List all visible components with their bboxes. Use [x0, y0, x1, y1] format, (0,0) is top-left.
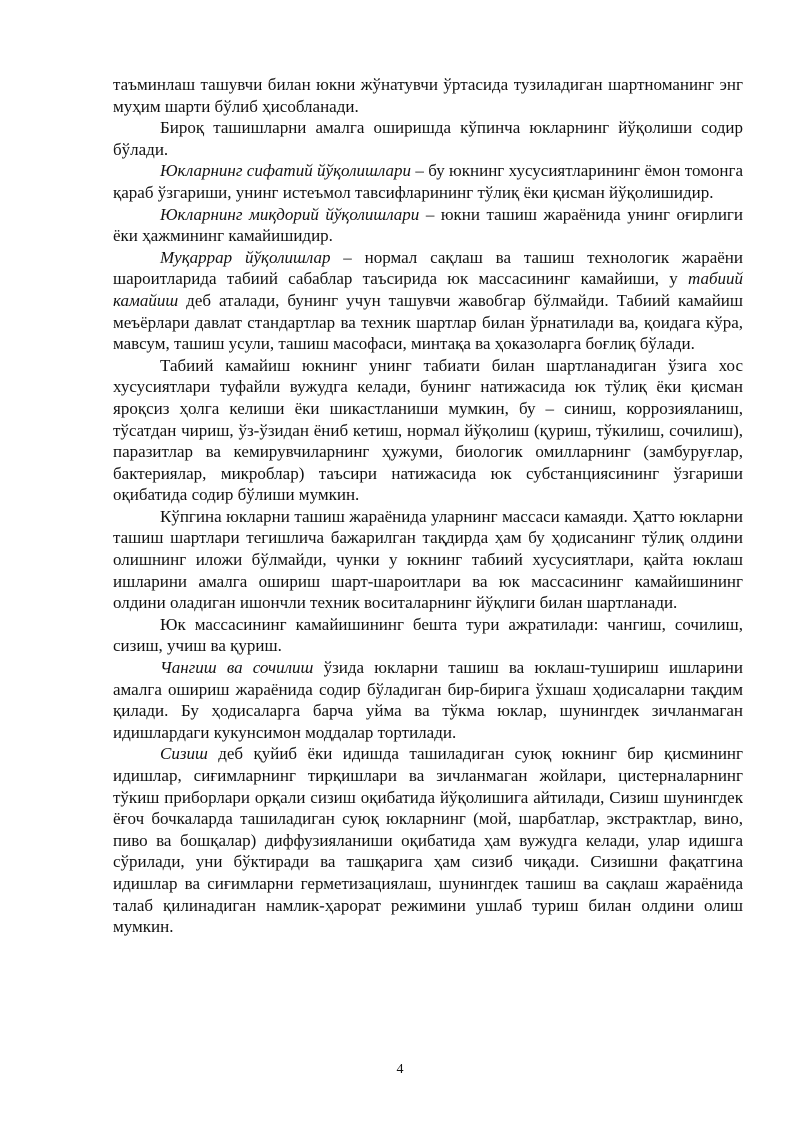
text-run: Бироқ ташишларни амалга оширишда кўпинча юкларнинг йўқолиши содир бўлади.: [113, 118, 743, 159]
term-italic: Муқаррар йўқолишлар: [160, 247, 331, 267]
text-run: таъминлаш ташувчи билан юкни жўнатувчи ўртасида тузиладиган шартноманинг энг муҳим шарти бўлиб ҳисобланади.: [113, 75, 743, 116]
paragraph: [113, 117, 743, 160]
paragraph: [113, 160, 743, 203]
term-italic: Чангиш ва сочилиш: [160, 658, 314, 678]
document-body: [113, 74, 743, 938]
paragraph: [113, 657, 743, 743]
text-run: ўзида юкларни ташиш ва юклаш-тушириш ишларини амалга ошириш жараёнида содир бўладиган бир-бирига ўхшаш ҳодисаларни тақдим қилади. Бу ҳодисаларга барча уйма ва тўкма юклар, шунингдек зичланмаган идишлардаги кукунсимон моддалар тортилади.: [113, 658, 743, 742]
paragraph: [113, 614, 743, 657]
text-run: деб қуйиб ёки идишда ташиладиган суюқ юкнинг бир қисмининг идишлар, сиғимларнинг тирқишлари ва зичланмаган жойлари, цистерналарнинг тўкиш приборлари орқали сизиш оқибатида йўқолишига айтилади, Сизиш шунингдек ёғоч бочкаларда ташиладиган суюқ юкларнинг (мой, шарбатлар, экстрактлар, вино, пиво ва бошқалар) диффузияланиши оқибатида ҳам вужудга келади, улар идишга сўрилади, уни бўктиради ва ташқарига ҳам сизиб чиқади. Сизишни фақатгина идишлар ва сиғимларни герметизациялаш, шунингдек ташиш ва сақлаш жараёнида талаб қилинадиган намлик-ҳарорат режимини ушлаб туриш билан олдини олиш мумкин.: [113, 744, 743, 937]
text-run: деб аталади, бунинг учун ташувчи жавобгар бўлмайди. Табиий камайиш меъёрлари давлат стандартлар ва техник шартлар билан ўрнатилади ва, қоидага кўра, мавсум, ташиш усули, ташиш масофаси, минтақа ва ҳоказоларга боғлиқ бўлади.: [113, 290, 743, 354]
text-run: – нормал сақлаш ва ташиш технологик жараёни шароитларида табиий сабаблар таъсирида юк массасининг камайиши, у: [113, 247, 743, 289]
paragraph: [113, 204, 743, 247]
text-run: Юк массасининг камайишининг бешта тури ажратилади: чангиш, сочилиш, сизиш, учиш ва қуриш.: [113, 614, 743, 656]
paragraph: [113, 506, 743, 614]
term-italic: Юкларнинг миқдорий йўқолишлари: [160, 204, 420, 224]
term-italic: Сизиш: [160, 744, 208, 764]
paragraph: [113, 247, 743, 355]
term-italic: Юкларнинг сифатий йўқолишлари: [160, 161, 411, 181]
text-run: Кўпгина юкларни ташиш жараёнида уларнинг массаси камаяди. Ҳатто юкларни ташиш шартлари тегишлича бажарилган тақдирда ҳам бу ҳодисанинг тўлиқ олдини олишнинг иложи бўлмайди, чунки у юкнинг табиий хусусиятлари, қайта юклаш ишларини амалга ошириш шарт-шароитлари ва юк массасининг камайишининг олдини оладиган ишончли техник воситаларнинг йўқлиги билан шартланади.: [113, 506, 743, 613]
text-run: – бу юкнинг хусусиятларининг ёмон томонга қараб ўзгариши, унинг истеъмол тавсифларининг тўлиқ ёки қисман йўқолишидир.: [113, 161, 744, 202]
term-italic: табиий камайиш: [113, 269, 743, 310]
page-number: 4: [396, 1062, 404, 1077]
text-run: – юкни ташиш жараёнида унинг оғирлиги ёки ҳажмининг камайишидир.: [113, 204, 743, 246]
text-run: Табиий камайиш юкнинг унинг табиати билан шартланадиган ўзига хос хусусиятлари туфайли вужудга келади, бунинг натижасида юк тўлиқ ёки қисман яроқсиз ҳолга келиши ёки шикастланиши мумкин, бу – синиш, коррозияланиш, тўсатдан чириш, ўз-ўзидан ёниб кетиш, нормал йўқолиш (қуриш, тўкилиш, сочилиш), паразитлар ва кемирувчиларнинг ҳужуми, биологик омилларнинг (замбуруғлар, бактериялар, микроблар) таъсири натижасида юк субстанциясининг ўзгариши оқибатида содир бўлиши мумкин.: [113, 355, 743, 505]
paragraph: [113, 355, 743, 506]
paragraph: [113, 74, 743, 117]
paragraph: [113, 743, 743, 937]
